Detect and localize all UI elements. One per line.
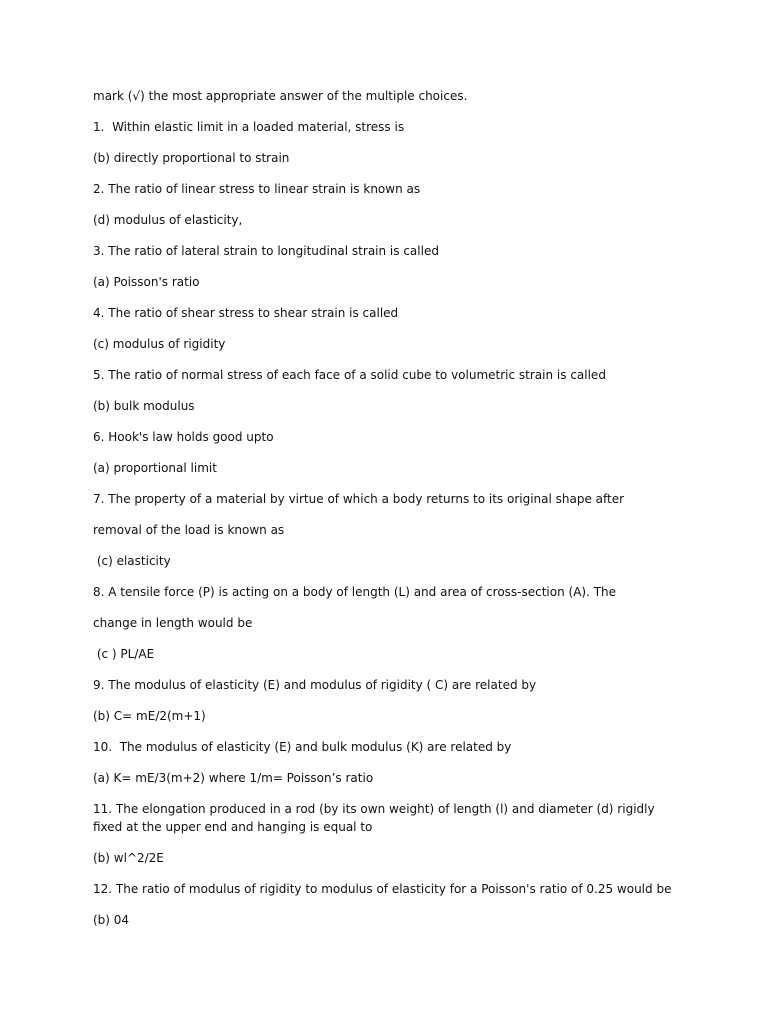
question-12: 12. The ratio of modulus of rigidity to modulus of elasticity for a Poisson's ratio of 0.25 would be <box>93 882 672 896</box>
question-9: 9. The modulus of elasticity (E) and modulus of rigidity ( C) are related by <box>93 678 537 692</box>
answer-8: (c ) PL/AE <box>93 647 155 661</box>
answer-12: (b) 04 <box>93 913 130 927</box>
question-5: 5. The ratio of normal stress of each face of a solid cube to volumetric strain is called <box>93 368 606 382</box>
answer-2: (d) modulus of elasticity, <box>93 213 243 227</box>
question-7-line-1: 7. The property of a material by virtue of which a body returns to its original shape after <box>93 492 625 506</box>
answer-5: (b) bulk modulus <box>93 399 195 413</box>
question-7-line-2: removal of the load is known as <box>93 523 285 537</box>
question-4: 4. The ratio of shear stress to shear strain is called <box>93 306 399 320</box>
question-8-line-1: 8. A tensile force (P) is acting on a body of length (L) and area of cross-section (A). The <box>93 585 617 599</box>
question-11: 11. The elongation produced in a rod (by its own weight) of length (l) and diameter (d) rigidly fixed at the upper end and hanging is equal to <box>93 802 655 834</box>
answer-6: (a) proportional limit <box>93 461 217 475</box>
question-10: 10. The modulus of elasticity (E) and bulk modulus (K) are related by <box>93 740 512 754</box>
answer-9: (b) C= mE/2(m+1) <box>93 709 206 723</box>
answer-7: (c) elasticity <box>93 554 171 568</box>
answer-4: (c) modulus of rigidity <box>93 337 226 351</box>
question-3: 3. The ratio of lateral strain to longitudinal strain is called <box>93 244 439 258</box>
question-1: 1. Within elastic limit in a loaded material, stress is <box>93 120 405 134</box>
answer-11: (b) wl^2/2E <box>93 851 164 865</box>
answer-10: (a) K= mE/3(m+2) where 1/m= Poisson’s ratio <box>93 771 374 785</box>
question-8-line-2: change in length would be <box>93 616 253 630</box>
answer-3: (a) Poisson's ratio <box>93 275 200 289</box>
answer-1: (b) directly proportional to strain <box>93 151 290 165</box>
instruction-text: mark (√) the most appropriate answer of the multiple choices. <box>93 89 468 103</box>
question-2: 2. The ratio of linear stress to linear strain is known as <box>93 182 421 196</box>
question-6: 6. Hook's law holds good upto <box>93 430 274 444</box>
